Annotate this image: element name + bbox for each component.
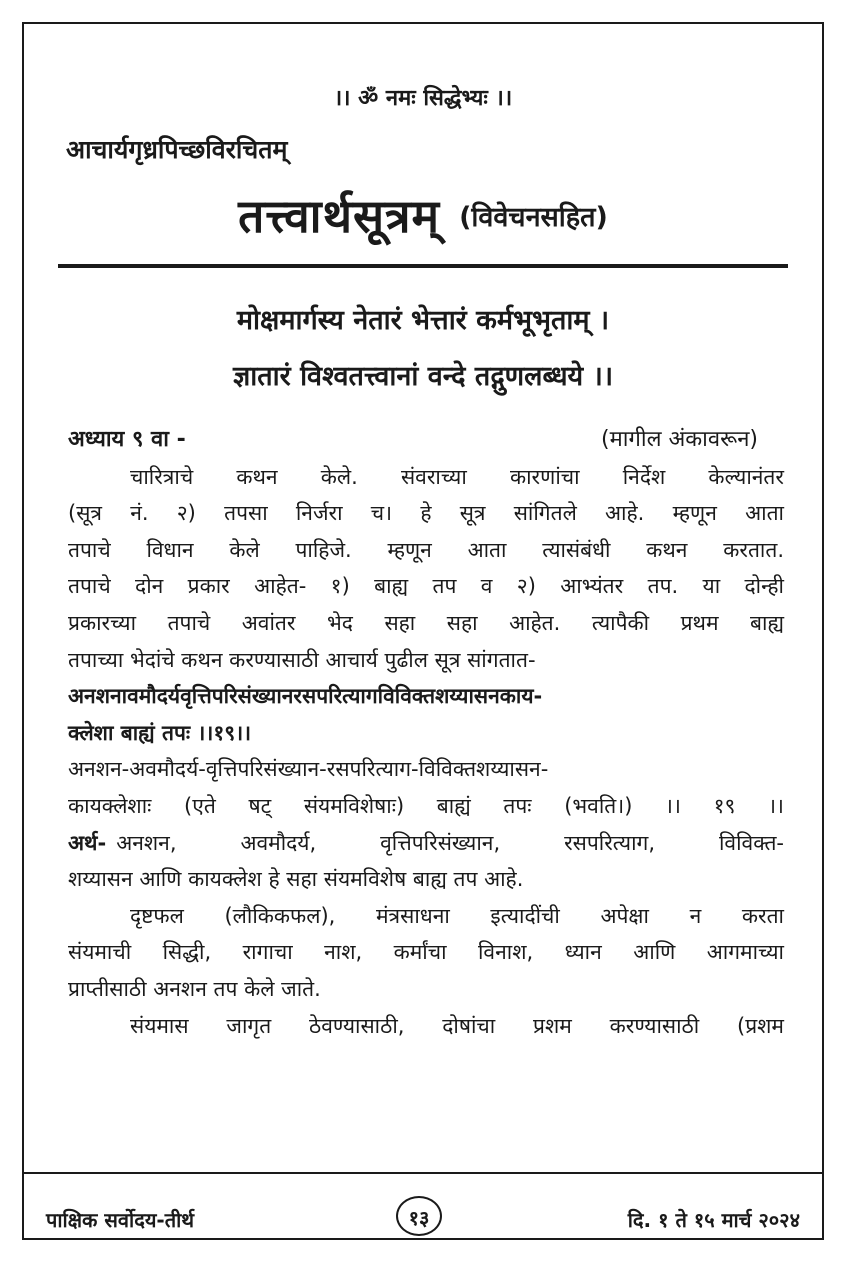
- title-row: [24, 184, 822, 246]
- paragraph-line: (सूत्र नं. २) तपसा निर्जरा च। हे सूत्र सांगितले आहे. म्हणून आता: [68, 501, 784, 526]
- paragraph-line: दृष्टफल (लौकिकफल), मंत्रसाधना इत्यादींची अपेक्षा न करता: [130, 903, 784, 928]
- chapter-heading: अध्याय ९ वा -: [68, 427, 186, 452]
- paragraph-line: संयमाची सिद्धी, रागाचा नाश, कर्मांचा विनाश, ध्यान आणि आगमाच्या: [68, 940, 784, 965]
- continued-note: (मागील अंकावरून): [601, 427, 758, 452]
- publication-name: पाक्षिक सर्वोदय-तीर्थ: [46, 1208, 195, 1232]
- footer: [46, 1196, 800, 1236]
- artha-line: शय्यासन आणि कायक्लेश हे सहा संयमविशेष बाह्य तप आहे.: [68, 867, 524, 892]
- mangalacharan-line-1: मोक्षमार्गस्य नेतारं भेत्तारं कर्मभूभृताम् ।: [236, 305, 610, 336]
- page-number: १३: [396, 1196, 442, 1236]
- invocation: ।। ॐ नमः सिद्धेभ्यः ।।: [333, 86, 513, 111]
- paragraph-line: चारित्राचे कथन केले. संवराच्या कारणांचा निर्देश केल्यानंतर: [130, 464, 784, 489]
- page-title: तत्त्वार्थसूत्रम्: [238, 189, 440, 243]
- paragraph-line: तपाच्या भेदांचे कथन करण्यासाठी आचार्य पुढील सूत्र सांगतात-: [68, 647, 536, 672]
- paragraph-line: प्रकारच्या तपाचे अवांतर भेद सहा सहा आहेत. त्यापैकी प्रथम बाह्य: [68, 610, 784, 635]
- artha-text: अनशन, अवमौदर्य, वृत्तिपरिसंख्यान, रसपरित्याग, विविक्त-: [116, 830, 784, 855]
- paragraph-line: तपाचे दोन प्रकार आहेत- १) बाह्य तप व २) आभ्यंतर तप. या दोन्ही: [68, 574, 784, 599]
- padaccheda-line: अनशन-अवमौदर्य-वृत्तिपरिसंख्यान-रसपरित्याग-विविक्तशय्यासन-: [68, 757, 549, 782]
- sutra-line: क्लेशा बाह्यं तपः ।।१९।।: [68, 720, 252, 745]
- artha-label: अर्थ-: [68, 830, 107, 855]
- header-divider: [58, 264, 788, 268]
- mangalacharan-line-2: ज्ञातारं विश्वतत्त्वानां वन्दे तद्गुणलब्धये ।।: [232, 361, 614, 392]
- footer-divider: [24, 1172, 822, 1174]
- paragraph-line: संयमास जागृत ठेवण्यासाठी, दोषांचा प्रशम करण्यासाठी (प्रशम: [130, 1013, 784, 1038]
- paragraph-line: तपाचे विधान केले पाहिजे. म्हणून आता त्यासंबंधी कथन करतात.: [68, 537, 784, 562]
- artha-line: [68, 825, 784, 862]
- paragraph-line: प्राप्तीसाठी अनशन तप केले जाते.: [68, 976, 321, 1001]
- padaccheda-line: कायक्लेशाः (एते षट् संयमविशेषाः) बाह्यं तपः (भवति।) ।। १९ ।।: [68, 793, 784, 818]
- page-frame: [22, 22, 824, 1240]
- issue-date: दि. १ ते १५ मार्च २०२४: [627, 1208, 800, 1232]
- article-body: [68, 422, 784, 1044]
- page-subtitle: (विवेचनसहित): [459, 202, 608, 233]
- sutra-line: अनशनावमौदर्यवृत्तिपरिसंख्यानरसपरित्यागविविक्तशय्यासनकाय-: [68, 684, 543, 709]
- chapter-row: [68, 422, 784, 459]
- author-line: आचार्यगृध्रपिच्छविरचितम्: [66, 135, 288, 164]
